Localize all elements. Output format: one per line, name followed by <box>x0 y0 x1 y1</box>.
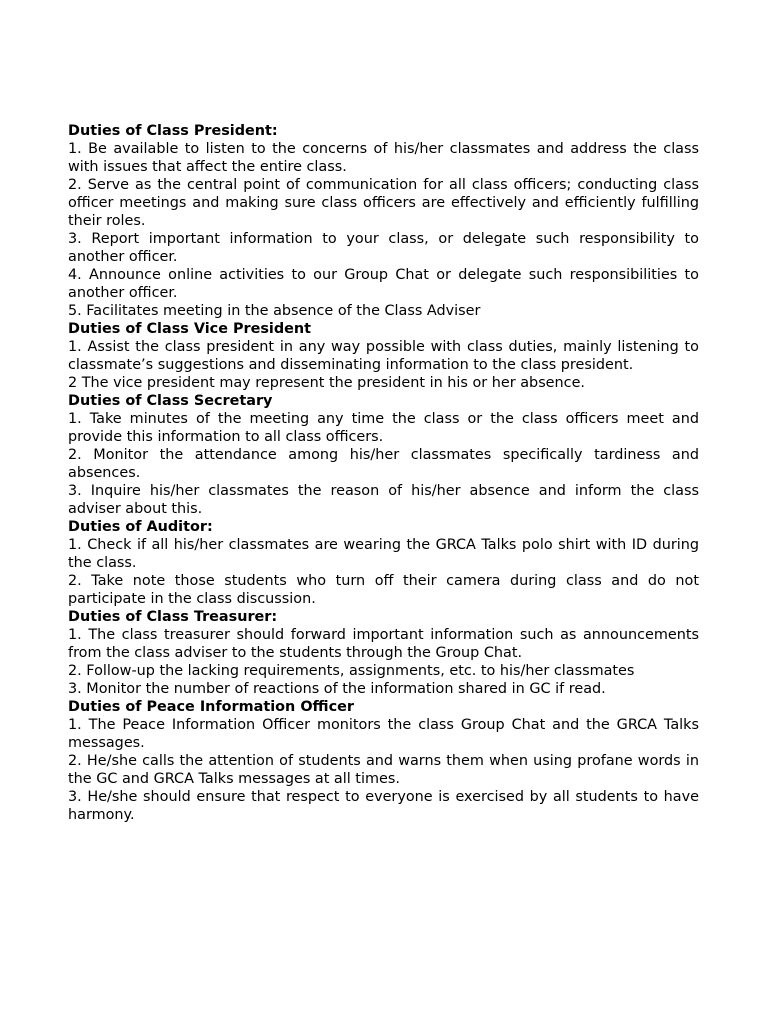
section-auditor <box>68 518 699 608</box>
duty-item: 1. Be available to listen to the concerns of his/her classmates and address the class with issues that affect the entire class. <box>68 141 699 175</box>
section-class-president <box>68 122 699 320</box>
duty-item: 3. Inquire his/her classmates the reason of his/her absence and inform the class adviser about this. <box>68 483 699 517</box>
duty-item: 2. He/she calls the attention of students and warns them when using profane words in the GC and GRCA Talks messages at all times. <box>68 753 699 787</box>
duty-item: 1. The class treasurer should forward important information such as announcements from the class adviser to the students through the Group Chat. <box>68 627 699 661</box>
duty-item: 1. Assist the class president in any way possible with class duties, mainly listening to classmate’s suggestions and disseminating information to the class president. <box>68 339 699 373</box>
section-secretary <box>68 392 699 518</box>
duty-item: 1. Check if all his/her classmates are wearing the GRCA Talks polo shirt with ID during the class. <box>68 537 699 571</box>
section-title: Duties of Class Vice President <box>68 321 312 337</box>
duty-item: 3. Monitor the number of reactions of the information shared in GC if read. <box>68 681 606 697</box>
document-body <box>68 122 699 824</box>
section-title: Duties of Peace Information Officer <box>68 699 354 715</box>
section-title: Duties of Class Secretary <box>68 393 273 409</box>
duty-item: 2. Take note those students who turn off their camera during class and do not participate in the class discussion. <box>68 573 699 607</box>
section-vice-president <box>68 320 699 392</box>
section-title: Duties of Class President: <box>68 123 278 139</box>
duty-item: 2. Follow-up the lacking requirements, assignments, etc. to his/her classmates <box>68 663 635 679</box>
section-title: Duties of Class Treasurer: <box>68 609 278 625</box>
duty-item: 5. Facilitates meeting in the absence of the Class Adviser <box>68 303 481 319</box>
section-treasurer <box>68 608 699 698</box>
duty-item: 2 The vice president may represent the president in his or her absence. <box>68 375 586 391</box>
duty-item: 3. Report important information to your class, or delegate such responsibility to another officer. <box>68 231 699 265</box>
duty-item: 1. The Peace Information Officer monitors the class Group Chat and the GRCA Talks messages. <box>68 717 699 751</box>
duty-item: 2. Monitor the attendance among his/her classmates specifically tardiness and absences. <box>68 447 699 481</box>
section-title: Duties of Auditor: <box>68 519 213 535</box>
duty-item: 4. Announce online activities to our Group Chat or delegate such responsibilities to another officer. <box>68 267 699 301</box>
duty-item: 1. Take minutes of the meeting any time the class or the class officers meet and provide this information to all class officers. <box>68 411 699 445</box>
duty-item: 2. Serve as the central point of communication for all class officers; conducting class officer meetings and making sure class officers are effectively and efficiently fulfilling their roles. <box>68 177 699 229</box>
duty-item: 3. He/she should ensure that respect to everyone is exercised by all students to have harmony. <box>68 789 699 823</box>
section-peace-information-officer <box>68 698 699 824</box>
